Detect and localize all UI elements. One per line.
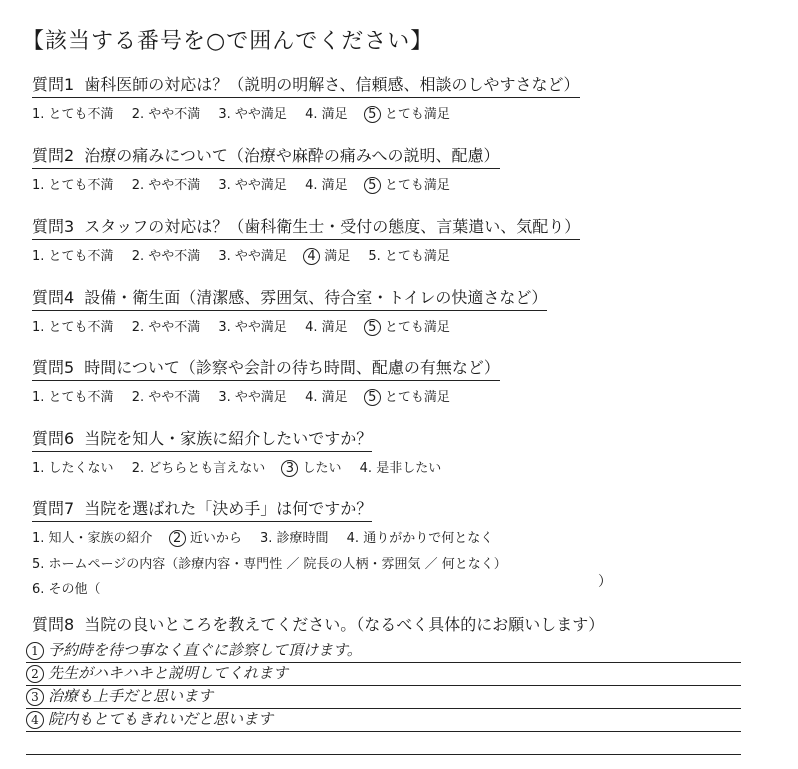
option-3[interactable]: 3. やや満足: [218, 390, 287, 405]
question-3-options: [32, 245, 580, 265]
option-3-selected[interactable]: 3 したい: [283, 457, 341, 477]
question-7-heading: [32, 496, 372, 522]
question-number: 質問6: [32, 429, 75, 448]
option-6[interactable]: 6. その他（: [32, 582, 101, 597]
question-8: [32, 612, 604, 637]
option-1[interactable]: 1. したくない: [32, 461, 114, 476]
question-text: 歯科医師の対応は？（説明の明解さ、信頼感、相談のしやすさなど）: [84, 75, 580, 94]
question-5: [32, 355, 500, 406]
option-6-close-paren: ）: [598, 574, 612, 590]
option-5[interactable]: 5. とても満足: [368, 249, 450, 264]
handwritten-answer: 予約時を待つ事なく直ぐに診察して頂けます。: [48, 641, 362, 659]
option-1[interactable]: 1. とても不満: [32, 249, 114, 264]
option-4[interactable]: 4. 満足: [305, 178, 348, 193]
question-2-options: [32, 174, 500, 194]
option-3[interactable]: 3. やや満足: [218, 178, 287, 193]
question-text: 当院の良いところを教えてください。（なるべく具体的にお願いします）: [84, 615, 605, 634]
question-text: スタッフの対応は？（歯科衛生士・受付の態度、言葉遣い、気配り）: [84, 217, 581, 236]
option-5[interactable]: 5. ホームページの内容（診療内容・専門性 ／ 院長の人柄・雰囲気 ／ 何となく）: [32, 557, 507, 572]
question-number: 質問7: [32, 499, 75, 518]
handwritten-answer: 先生がハキハキと説明してくれます: [48, 664, 289, 682]
question-3-heading: [32, 214, 580, 240]
handwritten-answer: 治療も上手だと思います: [48, 687, 214, 705]
answer-number-circle-icon: 1: [26, 642, 44, 660]
option-4[interactable]: 4. 満足: [305, 390, 348, 405]
question-7: [32, 496, 507, 597]
answer-line-3[interactable]: [26, 686, 741, 709]
question-number: 質問3: [32, 217, 75, 236]
question-1-heading: [32, 72, 580, 98]
question-6: [32, 426, 455, 477]
question-1: [32, 72, 580, 123]
option-1[interactable]: 1. とても不満: [32, 320, 114, 335]
question-4-options: [32, 316, 547, 336]
option-3[interactable]: 3. やや満足: [218, 249, 287, 264]
question-4: [32, 285, 547, 336]
selection-circle-icon: 5: [364, 389, 381, 406]
option-4[interactable]: 4. 満足: [305, 320, 348, 335]
question-7-options-row1: [32, 527, 507, 547]
question-text: 当院を知人・家族に紹介したいですか？: [84, 429, 373, 448]
option-4-selected[interactable]: 4 満足: [305, 245, 350, 265]
option-2[interactable]: 2. やや不満: [131, 390, 201, 405]
question-5-options: [32, 386, 500, 406]
question-1-options: [32, 103, 580, 123]
question-text: 設備・衛生面（清潔感、雰囲気、待合室・トイレの快適さなど）: [84, 288, 548, 307]
question-number: 質問4: [32, 288, 75, 307]
question-2: [32, 143, 500, 194]
option-1[interactable]: 1. とても不満: [32, 107, 114, 122]
option-2[interactable]: 2. やや不満: [131, 107, 201, 122]
answer-line-4[interactable]: [26, 709, 741, 732]
selection-circle-icon: 3: [281, 460, 298, 477]
option-5-selected[interactable]: 5 とても満足: [366, 174, 450, 194]
option-4[interactable]: 4. 満足: [305, 107, 348, 122]
question-6-options: [32, 457, 455, 477]
option-4[interactable]: 4. 是非したい: [359, 461, 442, 476]
question-6-heading: [32, 426, 372, 452]
question-number: 質問2: [32, 146, 75, 165]
question-text: 治療の痛みについて（治療や麻酔の痛みへの説明、配慮）: [84, 146, 500, 165]
answer-number-circle-icon: 4: [26, 711, 44, 729]
answer-line-5[interactable]: [26, 732, 741, 755]
option-1[interactable]: 1. とても不満: [32, 178, 114, 193]
option-1[interactable]: 1. 知人・家族の紹介: [32, 531, 153, 546]
option-4[interactable]: 4. 通りがかりで何となく: [346, 531, 494, 546]
option-3[interactable]: 3. 診療時間: [259, 531, 329, 546]
option-3[interactable]: 3. やや満足: [218, 107, 287, 122]
option-5-selected[interactable]: 5 とても満足: [366, 316, 450, 336]
question-number: 質問8: [32, 615, 75, 634]
selection-circle-icon: 4: [303, 248, 320, 265]
option-2[interactable]: 2. やや不満: [131, 320, 201, 335]
handwritten-answer: 院内もとてもきれいだと思います: [48, 710, 274, 728]
question-8-heading: [32, 612, 604, 637]
answer-number-circle-icon: 3: [26, 688, 44, 706]
question-text: 時間について（診察や会計の待ち時間、配慮の有無など）: [84, 358, 500, 377]
option-2-selected[interactable]: 2 近いから: [171, 527, 242, 547]
option-2[interactable]: 2. どちらとも言えない: [131, 461, 266, 476]
option-3[interactable]: 3. やや満足: [218, 320, 287, 335]
selection-circle-icon: 5: [364, 177, 381, 194]
answer-line-2[interactable]: [26, 663, 741, 686]
question-5-heading: [32, 355, 500, 381]
page-title: 【該当する番号を○で囲んでください】: [22, 29, 434, 54]
answer-lines: [26, 640, 741, 755]
selection-circle-icon: 5: [364, 319, 381, 336]
option-1[interactable]: 1. とても不満: [32, 390, 114, 405]
answer-number-circle-icon: 2: [26, 665, 44, 683]
selection-circle-icon: 2: [169, 530, 186, 547]
option-5-selected[interactable]: 5 とても満足: [366, 103, 450, 123]
question-4-heading: [32, 285, 547, 311]
option-5-selected[interactable]: 5 とても満足: [366, 386, 450, 406]
question-text: 当院を選ばれた「決め手」は何ですか？: [84, 499, 373, 518]
question-number: 質問1: [32, 75, 75, 94]
question-number: 質問5: [32, 358, 75, 377]
selection-circle-icon: 5: [364, 106, 381, 123]
question-2-heading: [32, 143, 500, 169]
answer-line-1[interactable]: [26, 640, 741, 663]
option-2[interactable]: 2. やや不満: [131, 178, 201, 193]
option-2[interactable]: 2. やや不満: [131, 249, 201, 264]
question-3: [32, 214, 580, 265]
